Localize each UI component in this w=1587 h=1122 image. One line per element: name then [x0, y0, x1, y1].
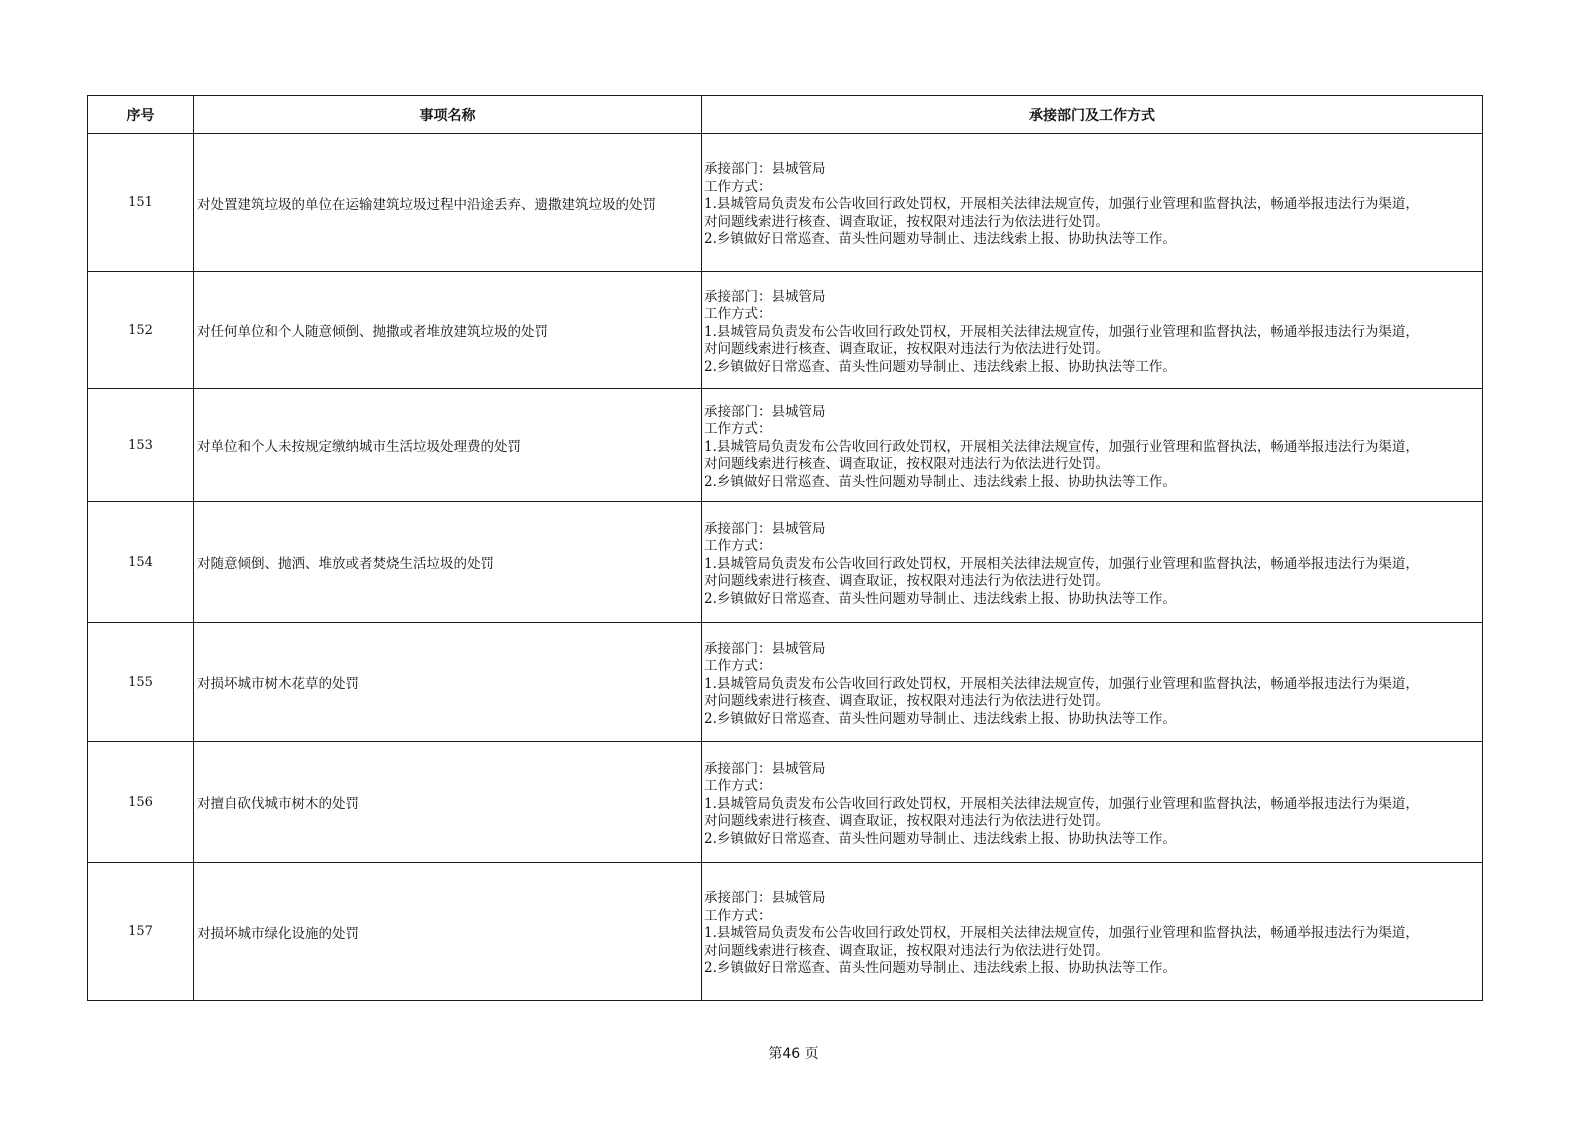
header-item-name: 事项名称 — [194, 96, 702, 134]
department-method-line: 对问题线索进行核查、调查取证，按权限对违法行为依法进行处罚。 — [704, 813, 1109, 830]
department-method-cell — [702, 134, 1483, 272]
table-row — [88, 134, 1483, 272]
department-method-line: 1.县城管局负责发布公告收回行政处罚权，开展相关法律法规宣传，加强行业管理和监督执法，畅通举报违法行为渠道， — [704, 555, 1419, 572]
department-method-line: 工作方式： — [704, 907, 772, 924]
department-method-line: 工作方式： — [704, 778, 772, 795]
department-method-line: 工作方式： — [704, 421, 772, 438]
department-method-line: 工作方式： — [704, 658, 772, 675]
department-method-line: 工作方式： — [704, 178, 772, 195]
department-method-line: 对问题线索进行核查、调查取证，按权限对违法行为依法进行处罚。 — [704, 213, 1109, 230]
table-row — [88, 272, 1483, 389]
item-name-cell: 对损坏城市树木花草的处罚 — [194, 623, 702, 742]
department-method-line: 承接部门：县城管局 — [704, 890, 826, 907]
page-number: 第46 页 — [768, 1046, 819, 1062]
header-department-and-method: 承接部门及工作方式 — [702, 96, 1483, 134]
department-method-line: 对问题线索进行核查、调查取证，按权限对违法行为依法进行处罚。 — [704, 341, 1109, 358]
department-method-line: 承接部门：县城管局 — [704, 288, 826, 305]
department-method-line: 2.乡镇做好日常巡查、苗头性问题劝导制止、违法线索上报、协助执法等工作。 — [704, 231, 1176, 248]
serial-number-cell: 155 — [88, 623, 194, 742]
department-method-line: 承接部门：县城管局 — [704, 640, 826, 657]
table-row — [88, 742, 1483, 863]
department-method-line: 对问题线索进行核查、调查取证，按权限对违法行为依法进行处罚。 — [704, 456, 1109, 473]
department-method-cell — [702, 742, 1483, 863]
serial-number-cell: 156 — [88, 742, 194, 863]
department-method-cell — [702, 863, 1483, 1001]
department-method-cell — [702, 502, 1483, 623]
department-method-line: 1.县城管局负责发布公告收回行政处罚权，开展相关法律法规宣传，加强行业管理和监督执法，畅通举报违法行为渠道， — [704, 438, 1419, 455]
serial-number-cell: 152 — [88, 272, 194, 389]
department-method-cell — [702, 389, 1483, 502]
department-method-line: 对问题线索进行核查、调查取证，按权限对违法行为依法进行处罚。 — [704, 573, 1109, 590]
department-method-line: 1.县城管局负责发布公告收回行政处罚权，开展相关法律法规宣传，加强行业管理和监督执法，畅通举报违法行为渠道， — [704, 925, 1419, 942]
department-method-line: 承接部门：县城管局 — [704, 760, 826, 777]
department-method-line: 2.乡镇做好日常巡查、苗头性问题劝导制止、违法线索上报、协助执法等工作。 — [704, 960, 1176, 977]
department-method-line: 对问题线索进行核查、调查取证，按权限对违法行为依法进行处罚。 — [704, 693, 1109, 710]
department-method-line: 承接部门：县城管局 — [704, 161, 826, 178]
item-name-cell: 对损坏城市绿化设施的处罚 — [194, 863, 702, 1001]
department-method-line: 1.县城管局负责发布公告收回行政处罚权，开展相关法律法规宣传，加强行业管理和监督执法，畅通举报违法行为渠道， — [704, 323, 1419, 340]
department-method-line: 2.乡镇做好日常巡查、苗头性问题劝导制止、违法线索上报、协助执法等工作。 — [704, 358, 1176, 375]
header-row — [88, 96, 1483, 134]
department-method-cell — [702, 623, 1483, 742]
header-serial-number: 序号 — [88, 96, 194, 134]
department-method-line: 工作方式： — [704, 306, 772, 323]
table-body — [88, 134, 1483, 1001]
table-row — [88, 502, 1483, 623]
department-method-line: 2.乡镇做好日常巡查、苗头性问题劝导制止、违法线索上报、协助执法等工作。 — [704, 710, 1176, 727]
department-method-line: 2.乡镇做好日常巡查、苗头性问题劝导制止、违法线索上报、协助执法等工作。 — [704, 473, 1176, 490]
serial-number-cell: 151 — [88, 134, 194, 272]
item-name-cell: 对单位和个人未按规定缴纳城市生活垃圾处理费的处罚 — [194, 389, 702, 502]
department-method-line: 1.县城管局负责发布公告收回行政处罚权，开展相关法律法规宣传，加强行业管理和监督执法，畅通举报违法行为渠道， — [704, 795, 1419, 812]
item-name-cell: 对随意倾倒、抛洒、堆放或者焚烧生活垃圾的处罚 — [194, 502, 702, 623]
department-method-line: 工作方式： — [704, 538, 772, 555]
serial-number-cell: 153 — [88, 389, 194, 502]
item-name-cell: 对处置建筑垃圾的单位在运输建筑垃圾过程中沿途丢弃、遗撒建筑垃圾的处罚 — [194, 134, 702, 272]
serial-number-cell: 154 — [88, 502, 194, 623]
item-name-cell: 对擅自砍伐城市树木的处罚 — [194, 742, 702, 863]
table-row — [88, 863, 1483, 1001]
serial-number-cell: 157 — [88, 863, 194, 1001]
department-method-line: 2.乡镇做好日常巡查、苗头性问题劝导制止、违法线索上报、协助执法等工作。 — [704, 590, 1176, 607]
department-method-line: 对问题线索进行核查、调查取证，按权限对违法行为依法进行处罚。 — [704, 942, 1109, 959]
department-method-line: 2.乡镇做好日常巡查、苗头性问题劝导制止、违法线索上报、协助执法等工作。 — [704, 830, 1176, 847]
department-method-line: 承接部门：县城管局 — [704, 520, 826, 537]
items-table — [87, 95, 1483, 1001]
table-row — [88, 623, 1483, 742]
department-method-line: 1.县城管局负责发布公告收回行政处罚权，开展相关法律法规宣传，加强行业管理和监督执法，畅通举报违法行为渠道， — [704, 675, 1419, 692]
department-method-line: 承接部门：县城管局 — [704, 403, 826, 420]
item-name-cell: 对任何单位和个人随意倾倒、抛撒或者堆放建筑垃圾的处罚 — [194, 272, 702, 389]
table-row — [88, 389, 1483, 502]
department-method-line: 1.县城管局负责发布公告收回行政处罚权，开展相关法律法规宣传，加强行业管理和监督执法，畅通举报违法行为渠道， — [704, 196, 1419, 213]
department-method-cell — [702, 272, 1483, 389]
